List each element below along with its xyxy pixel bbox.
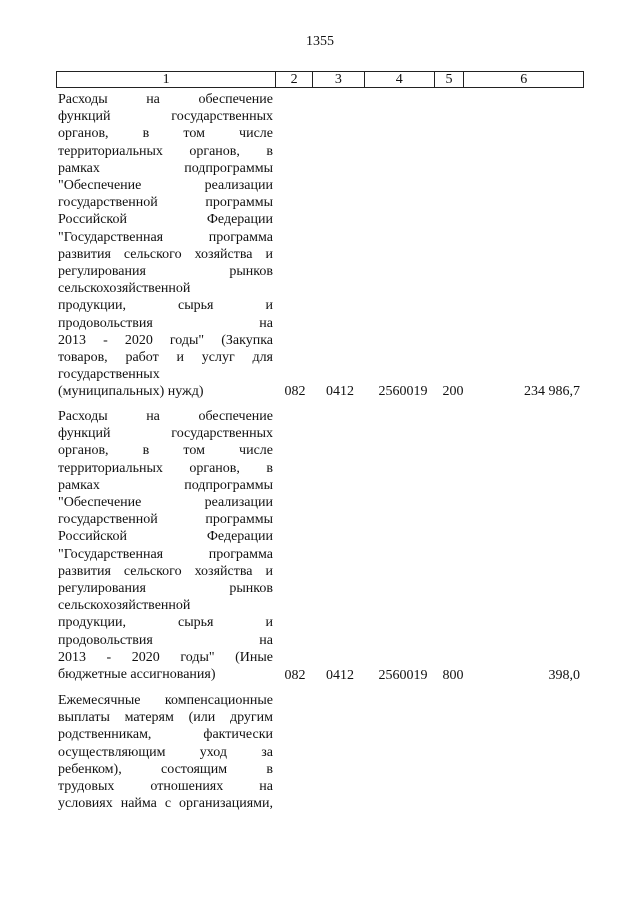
description-line: выплаты матерям (или другим	[58, 710, 273, 726]
description-line: 2013 - 2020 годы" (Закупка	[58, 332, 273, 348]
description-line: продовольствия на	[58, 632, 273, 648]
description-line: бюджетные ассигнования)	[58, 667, 216, 683]
row-values	[56, 667, 584, 684]
description-line: (муниципальных) нужд)	[58, 384, 204, 400]
column-header-2: 2	[276, 72, 313, 87]
row-values	[56, 383, 584, 400]
column-header-4: 4	[365, 72, 435, 87]
row-description	[58, 91, 273, 401]
description-line: родственникам, фактически	[58, 727, 273, 743]
admin-code: 082	[284, 384, 306, 399]
description-line: Расходы на обеспечение	[58, 92, 273, 107]
description-line: развития сельского хозяйства и	[58, 246, 273, 262]
admin-code: 082	[284, 668, 306, 683]
expense-type: 800	[442, 668, 464, 683]
description-line: "Государственная программа	[58, 546, 273, 562]
description-line: рамках подпрограммы	[58, 477, 273, 493]
description-line: территориальных органов, в	[58, 460, 273, 476]
description-line: рамках подпрограммы	[58, 160, 273, 176]
description-line: территориальных органов, в	[58, 143, 273, 159]
description-line: продукции, сырья и	[58, 298, 273, 314]
description-line: органов, в том числе	[58, 443, 273, 459]
description-line: Расходы на обеспечение	[58, 409, 273, 424]
row-description	[58, 692, 273, 812]
description-line: Ежемесячные компенсационные	[58, 693, 273, 708]
target-code: 2560019	[378, 384, 428, 399]
expense-type: 200	[442, 384, 464, 399]
page-number: 1355	[306, 34, 334, 49]
column-header-5: 5	[435, 72, 465, 87]
description-line: "Обеспечение реализации	[58, 178, 273, 194]
description-line: условиях найма с организациями,	[58, 796, 273, 812]
description-line: ребенком), состоящим в	[58, 761, 273, 777]
description-line: продовольствия на	[58, 315, 273, 331]
description-line: "Государственная программа	[58, 229, 273, 245]
description-line: продукции, сырья и	[58, 615, 273, 631]
column-header-1: 1	[57, 72, 276, 87]
amount: 234 986,7	[524, 384, 580, 399]
description-line: органов, в том числе	[58, 126, 273, 142]
description-line: Российской Федерации	[58, 529, 273, 545]
description-line: "Обеспечение реализации	[58, 495, 273, 511]
section-code: 0412	[326, 668, 354, 683]
description-line: государственной программы	[58, 512, 273, 528]
column-header-3: 3	[313, 72, 365, 87]
description-line: 2013 - 2020 годы" (Иные	[58, 649, 273, 665]
description-line: Российской Федерации	[58, 212, 273, 228]
table-header-row	[56, 71, 584, 88]
amount: 398,0	[548, 668, 580, 683]
description-line: государственных	[58, 367, 160, 383]
description-line: развития сельского хозяйства и	[58, 563, 273, 579]
description-line: государственной программы	[58, 195, 273, 211]
description-line: регулирования рынков	[58, 264, 273, 280]
column-header-6: 6	[520, 72, 528, 87]
description-line: товаров, работ и услуг для	[58, 350, 273, 366]
description-line: функций государственных	[58, 426, 273, 442]
description-line: осуществляющим уход за	[58, 744, 273, 760]
description-line: сельскохозяйственной	[58, 598, 191, 614]
description-line: сельскохозяйственной	[58, 281, 191, 297]
target-code: 2560019	[378, 668, 428, 683]
description-line: регулирования рынков	[58, 581, 273, 597]
description-line: функций государственных	[58, 109, 273, 125]
description-line: трудовых отношениях на	[58, 779, 273, 795]
row-description	[58, 408, 273, 683]
section-code: 0412	[326, 384, 354, 399]
